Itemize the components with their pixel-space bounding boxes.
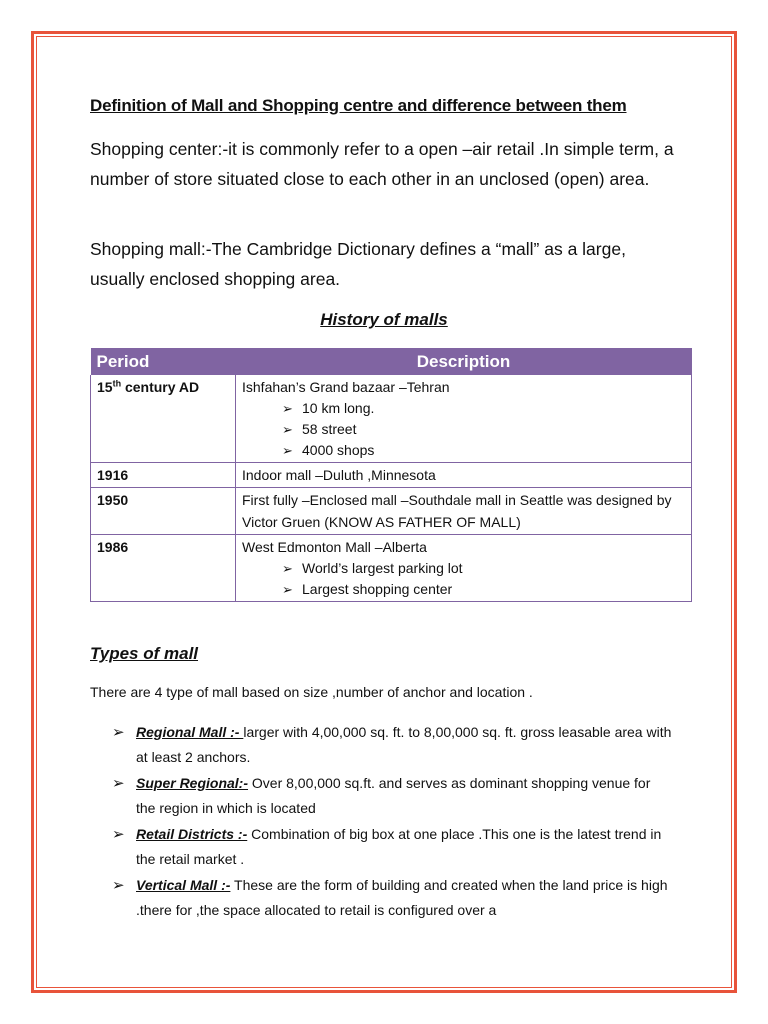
column-header-description: Description <box>236 348 692 375</box>
list-item: ➢ World’s largest parking lot <box>282 558 685 579</box>
table-row <box>91 463 692 488</box>
list-item: ➢ 58 street <box>282 419 685 440</box>
list-item <box>112 720 672 770</box>
shopping-mall-definition: Shopping mall:-The Cambridge Dictionary defines a “mall” as a large, usually enclosed shopping area. <box>90 239 626 289</box>
description-cell <box>236 375 692 463</box>
types-title: Types of mall <box>90 644 199 663</box>
arrow-bullet-icon: ➢ <box>112 826 125 843</box>
shopping-center-definition: Shopping center:-it is commonly refer to a open –air retail .In simple term, a number of store situated close to each other in an unclosed (open) area. <box>90 139 674 189</box>
type-description: Combination of big box at one place .This one is the latest trend in the retail market . <box>136 826 662 867</box>
history-table-header <box>91 348 692 375</box>
period-cell: 1916 <box>91 463 236 488</box>
description-cell: Indoor mall –Duluth ,Minnesota <box>236 463 692 488</box>
history-title: History of malls <box>320 310 448 329</box>
table-row <box>91 535 692 602</box>
document-heading: Definition of Mall and Shopping centre and difference between them <box>90 96 627 115</box>
type-term: Retail Districts :- <box>136 826 248 842</box>
description-text: Ishfahan’s Grand bazaar –Tehran <box>242 379 450 395</box>
list-item: ➢ 4000 shops <box>282 440 685 461</box>
types-intro: There are 4 type of mall based on size ,number of anchor and location . <box>90 684 533 700</box>
type-description: Over 8,00,000 sq.ft. and serves as dominant shopping venue for the region in which is located <box>136 775 651 816</box>
list-item <box>112 771 672 821</box>
type-term: Regional Mall :- <box>136 724 244 740</box>
type-term: Vertical Mall :- <box>136 877 231 893</box>
arrow-bullet-icon: ➢ <box>282 443 293 458</box>
description-text: West Edmonton Mall –Alberta <box>242 539 427 555</box>
arrow-bullet-icon: ➢ <box>282 582 293 597</box>
type-description: These are the form of building and created when the land price is high .there for ,the space allocated to retail is configured over a <box>136 877 668 918</box>
bullet-list <box>242 398 685 461</box>
period-cell: 1986 <box>91 535 236 602</box>
list-item: ➢ Largest shopping center <box>282 579 685 600</box>
description-cell: First fully –Enclosed mall –Southdale mall in Seattle was designed by Victor Gruen (KNOW AS FATHER OF MALL) <box>236 488 692 535</box>
table-row <box>91 488 692 535</box>
list-item <box>112 873 672 923</box>
list-item: ➢ 10 km long. <box>282 398 685 419</box>
description-cell <box>236 535 692 602</box>
arrow-bullet-icon: ➢ <box>282 561 293 576</box>
arrow-bullet-icon: ➢ <box>112 877 125 894</box>
column-header-period: Period <box>91 348 236 375</box>
type-term: Super Regional:- <box>136 775 249 791</box>
arrow-bullet-icon: ➢ <box>112 775 125 792</box>
arrow-bullet-icon: ➢ <box>282 401 293 416</box>
types-list <box>112 720 672 924</box>
bullet-list <box>242 558 685 600</box>
period-cell: 1950 <box>91 488 236 535</box>
list-item <box>112 822 672 872</box>
history-table <box>90 348 692 602</box>
period-cell: 15th century AD <box>91 375 236 463</box>
table-row <box>91 375 692 463</box>
arrow-bullet-icon: ➢ <box>282 422 293 437</box>
type-description: larger with 4,00,000 sq. ft. to 8,00,000 sq. ft. gross leasable area with at least 2 anchors. <box>136 724 672 765</box>
arrow-bullet-icon: ➢ <box>112 724 125 741</box>
